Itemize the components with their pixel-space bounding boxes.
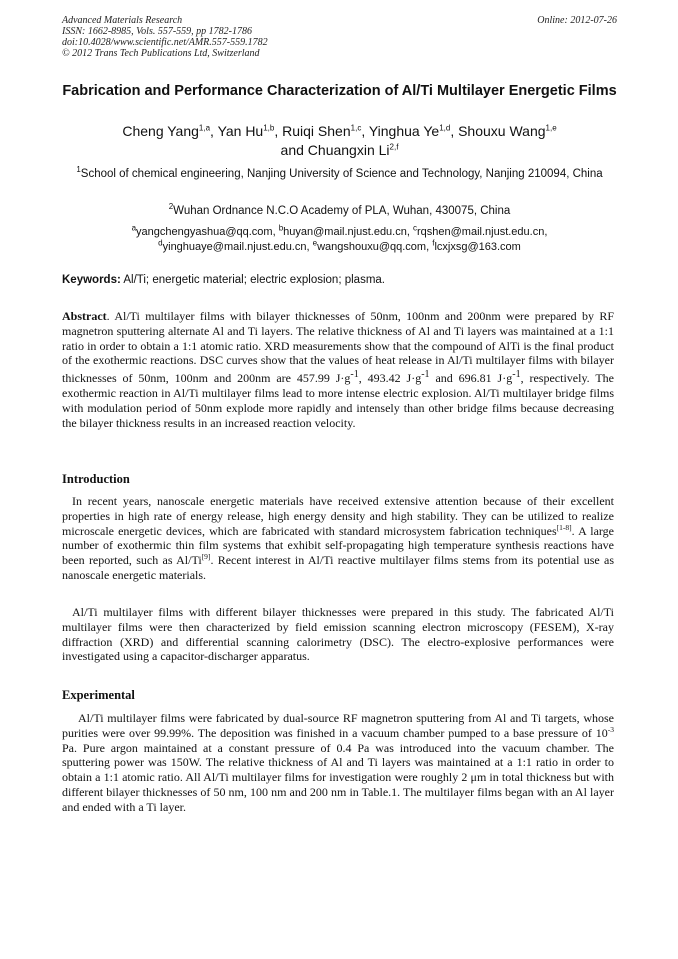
abstract-paragraph: [62, 309, 614, 430]
body-text: . A large number of exothermic thin film systems that exhibit self-propagating high temperature synthesis reactions have been reported, such as Al/Ti: [62, 523, 615, 568]
abstract-text: , 493.42 J·g: [358, 371, 422, 386]
author-name: Chuangxin Li: [307, 142, 390, 158]
abstract-text: and 696.81 J·g: [429, 371, 513, 386]
email-link[interactable]: yinghuaye@mail.njust.edu.cn: [162, 241, 307, 253]
author-affiliation-mark: 2,f: [389, 142, 399, 152]
author-emails: $^a$yangchengyashua@qq.com, $^b$huyan@mail.njust.edu.cn, $^c$rqshen@mail.njust.edu.cn, $^d$yinghuaye@mail.njust.edu.cn, $^e$wangshouxu@qq.com, $^f$lcxjxsg@163.com: [131, 223, 548, 253]
abstract-text: , respectively. The exothermic reaction in Al/Ti multilayer films lead to more intense electric explosion. Al/Ti multilayer bridge films with modulation period of 50nm explode more rapidly and intensely than other bridge films because decreasing the bilayer thickness results in an increased reaction velocity.: [62, 371, 614, 430]
experimental-paragraph-1: [62, 711, 614, 815]
email-mark: e: [312, 238, 318, 248]
email-link[interactable]: wangshouxu@qq.com: [317, 241, 427, 253]
author-name: Ruiqi Shen: [282, 123, 351, 139]
affiliation-mark: 1: [76, 165, 81, 175]
unit-exponent: -1: [512, 369, 521, 381]
journal-header: [62, 15, 617, 59]
abstract-text: . Al/Ti multilayer films with bilayer thicknesses of 50nm, 100nm and 200nm were prepared by RF magnetron sputtering alternate Al and Ti layers. The relative thickness of Al and Ti layers was maintained at a 1:1 ratio in order to obtain a 1:1 atomic ratio. XRD measurements show that the compound of AlTi is the final product of the exothermic reactions. DSC curves show that the values of heat release in Al/Ti multilayer films with bilayer thicknesses of 50nm, 100nm and 200nm are 457.99 J·g: [62, 309, 614, 386]
author-name: Yinghua Ye: [368, 123, 440, 139]
body-text: Al/Ti multilayer films were fabricated by dual-source RF magnetron sputtering from Al and Ti targets, whose purities were over 99.99%. The deposition was finished in a vacuum chamber pumped to a base pressure of 10: [62, 711, 614, 740]
author-affiliation-mark: 1,d: [439, 123, 451, 133]
affiliation-text: School of chemical engineering, Nanjing University of Science and Technology, Nanjing 210094, China: [80, 168, 603, 180]
journal-copyright: © 2012 Trans Tech Publications Ltd, Switzerland: [62, 48, 260, 59]
keywords-text: Al/Ti; energetic material; electric explosion; plasma.: [123, 274, 385, 286]
author-list: Cheng Yang$^{1,a}$, Yan Hu$^{1,b}$, Ruiqi Shen$^{1,c}$, Yinghua Ye$^{1,d}$, Shouxu Wang$^{1,e}$ and Chuangxin Li$^{2,f}$: [122, 123, 557, 158]
email-link[interactable]: rqshen@mail.njust.edu.cn: [416, 226, 545, 238]
body-text: . Recent interest in Al/Ti reactive multilayer films stems from its potential use as nanoscale energetic materials.: [62, 553, 614, 582]
author-name: Yan Hu: [217, 123, 264, 139]
email-link[interactable]: huyan@mail.njust.edu.cn: [283, 226, 407, 238]
unit-exponent: -1: [421, 369, 430, 381]
email-link[interactable]: yangchengyashua@qq.com: [136, 226, 273, 238]
body-text: Pa. Pure argon maintained at a constant pressure of 0.4 Pa was introduced into the vacuum chamber. The sputtering power was 150W. The relative thickness of Al and Ti layers was maintained at a 1:1 ratio in order to obtain a 1:1 atomic ratio. All Al/Ti multilayer films for investigation were roughly 2 μm in total thickness but with different bilayer thicknesses of 50 nm, 100 nm and 200 nm in Table.1. The multilayer films began with an Al layer and ended with a Ti layer.: [62, 740, 614, 814]
author-name: Cheng Yang: [122, 123, 199, 139]
journal-doi: doi:10.4028/www.scientific.net/AMR.557-559.1782: [62, 37, 268, 48]
email-mark: a: [131, 223, 137, 233]
body-text: In recent years, nanoscale energetic materials have received extensive attention because of their excellent properties in high rate of energy release, high energy density and high stability. They can be utilized to realize microscale energetic devices, which are fabricated with standard microsystem fabrication techniques: [62, 494, 614, 538]
introduction-heading: Introduction: [62, 472, 130, 486]
author-affiliation-mark: 1,c: [350, 123, 362, 133]
author-affiliation-mark: 1,e: [545, 123, 557, 133]
email-mark: d: [158, 238, 163, 248]
email-mark: f: [432, 238, 435, 248]
email-mark: c: [412, 223, 417, 233]
body-text: Al/Ti multilayer films with different bilayer thicknesses were prepared in this study. The fabricated Al/Ti multilayer films were then characterized by field emission scanning electron microscopy (FESEM), X-ray diffraction (XRD) and differential scanning calorimetry (DSC). The electro-explosive performances were investigated using a capacitor-discharger apparatus.: [62, 605, 614, 664]
affiliation-text: Wuhan Ordnance N.C.O Academy of PLA, Wuhan, 430075, China: [173, 205, 511, 217]
introduction-paragraph-2: [62, 605, 614, 664]
email-link[interactable]: lcxjxsg@163.com: [434, 241, 521, 253]
abstract-label: Abstract: [62, 309, 107, 323]
paper-title: Fabrication and Performance Characterization of Al/Ti Multilayer Energetic Films: [62, 83, 617, 99]
author-name: Shouxu Wang: [458, 123, 546, 139]
citation-ref[interactable]: [9]: [201, 552, 211, 562]
keywords-label: Keywords:: [62, 274, 121, 286]
citation-ref[interactable]: [1-8]: [556, 522, 572, 532]
affiliation-1: [62, 167, 617, 182]
keywords-line: [62, 273, 617, 288]
journal-issn: ISSN: 1662-8985, Vols. 557-559, pp 1782-1786: [62, 26, 252, 37]
introduction-paragraph-1: [62, 494, 614, 583]
affiliation-mark: 2: [168, 202, 174, 212]
author-affiliation-mark: 1,b: [263, 123, 275, 133]
email-mark: b: [278, 223, 284, 233]
unit-exponent: -3: [607, 724, 614, 734]
author-affiliation-mark: 1,a: [198, 123, 211, 133]
experimental-heading: Experimental: [62, 688, 135, 702]
online-date: Online: 2012-07-26: [537, 15, 617, 26]
unit-exponent: -1: [350, 369, 359, 381]
affiliation-2: [62, 204, 617, 219]
journal-name: Advanced Materials Research: [62, 15, 183, 26]
